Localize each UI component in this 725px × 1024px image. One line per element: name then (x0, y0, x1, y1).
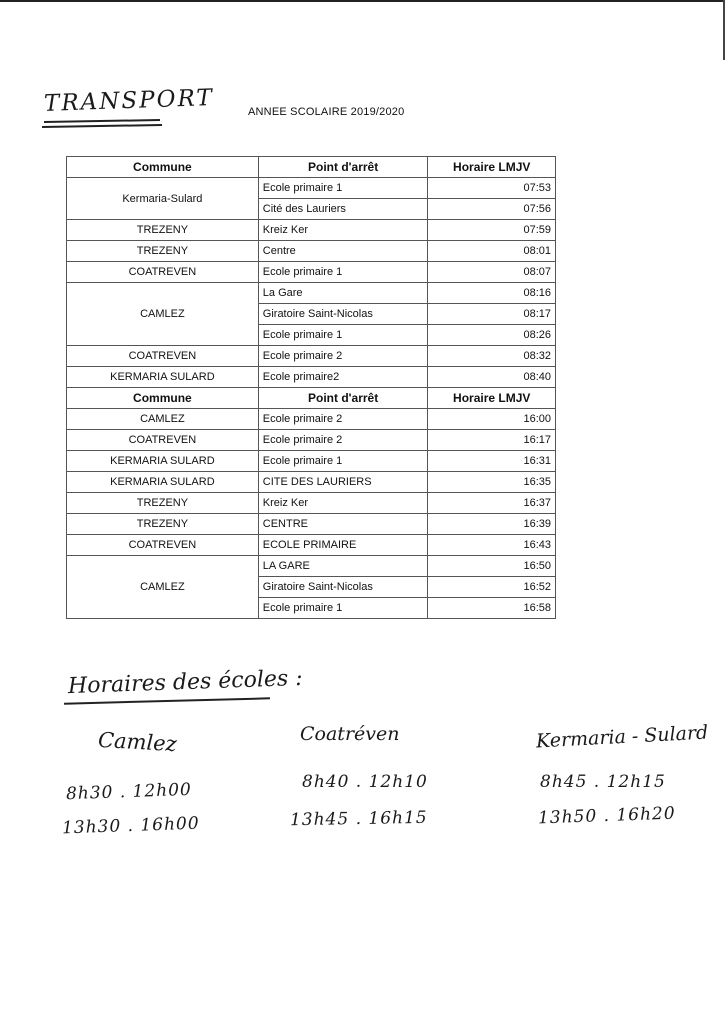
school-name-kermaria: Kermaria - Sulard (535, 721, 709, 753)
commune-cell: TREZENY (67, 514, 259, 535)
table-row (67, 451, 556, 472)
table-row (67, 514, 556, 535)
commune-cell: TREZENY (67, 241, 259, 262)
time-cell: 08:01 (428, 241, 556, 262)
table-row (67, 283, 556, 304)
time-cell: 16:50 (428, 556, 556, 577)
stop-cell: Giratoire Saint-Nicolas (258, 304, 428, 325)
time-cell: 16:52 (428, 577, 556, 598)
time-cell: 07:56 (428, 199, 556, 220)
bus-schedule-table (66, 156, 556, 619)
time-cell: 16:43 (428, 535, 556, 556)
stop-cell: Kreiz Ker (258, 220, 428, 241)
stop-cell: Ecole primaire2 (258, 367, 428, 388)
table-row (67, 409, 556, 430)
stop-cell: Ecole primaire 1 (258, 178, 428, 199)
school-name-camlez: Camlez (97, 727, 178, 757)
table-row (67, 241, 556, 262)
stop-cell: Cité des Lauriers (258, 199, 428, 220)
table-header-row (67, 157, 556, 178)
stop-cell: Ecole primaire 2 (258, 409, 428, 430)
time-cell: 07:53 (428, 178, 556, 199)
commune-cell: COATREVEN (67, 535, 259, 556)
commune-cell: COATREVEN (67, 430, 259, 451)
kermaria-afternoon-hours: 13h50 . 16h20 (537, 803, 676, 829)
commune-cell: TREZENY (67, 220, 259, 241)
time-cell: 16:35 (428, 472, 556, 493)
time-cell: 16:00 (428, 409, 556, 430)
camlez-morning-hours: 8h30 . 12h00 (65, 779, 193, 805)
stop-cell: Ecole primaire 1 (258, 598, 428, 619)
time-cell: 16:39 (428, 514, 556, 535)
stop-cell: Kreiz Ker (258, 493, 428, 514)
school-hours-underline (64, 697, 270, 704)
commune-cell: CAMLEZ (67, 283, 259, 346)
stop-cell: Centre (258, 241, 428, 262)
time-cell: 16:31 (428, 451, 556, 472)
scan-edge-top (0, 0, 725, 2)
header-commune: Commune (67, 157, 259, 178)
table-row (67, 493, 556, 514)
time-cell: 07:59 (428, 220, 556, 241)
school-hours-title: Horaires des écoles : (67, 665, 304, 700)
time-cell: 16:17 (428, 430, 556, 451)
time-cell: 16:58 (428, 598, 556, 619)
commune-cell: TREZENY (67, 493, 259, 514)
time-cell: 08:17 (428, 304, 556, 325)
table-row (67, 472, 556, 493)
coatreven-afternoon-hours: 13h45 . 16h15 (289, 807, 428, 831)
commune-cell: COATREVEN (67, 346, 259, 367)
commune-cell: CAMLEZ (67, 556, 259, 619)
time-cell: 08:07 (428, 262, 556, 283)
header-time: Horaire LMJV (428, 157, 556, 178)
commune-cell: KERMARIA SULARD (67, 472, 259, 493)
commune-cell: KERMARIA SULARD (67, 367, 259, 388)
table-row (67, 262, 556, 283)
title-underline (42, 124, 162, 128)
commune-cell: CAMLEZ (67, 409, 259, 430)
title-underline (44, 119, 160, 123)
table-row (67, 430, 556, 451)
table-row (67, 367, 556, 388)
time-cell: 08:40 (428, 367, 556, 388)
stop-cell: CITE DES LAURIERS (258, 472, 428, 493)
table-row (67, 178, 556, 199)
header-stop: Point d'arrêt (258, 388, 428, 409)
stop-cell: Ecole primaire 2 (258, 430, 428, 451)
commune-cell: KERMARIA SULARD (67, 451, 259, 472)
commune-cell: COATREVEN (67, 262, 259, 283)
header-stop: Point d'arrêt (258, 157, 428, 178)
table-row (67, 535, 556, 556)
transport-title: TRANSPORT (43, 85, 215, 117)
table-row (67, 556, 556, 577)
stop-cell: Giratoire Saint-Nicolas (258, 577, 428, 598)
stop-cell: ECOLE PRIMAIRE (258, 535, 428, 556)
time-cell: 08:32 (428, 346, 556, 367)
stop-cell: Ecole primaire 2 (258, 346, 428, 367)
header-commune: Commune (67, 388, 259, 409)
table-row (67, 346, 556, 367)
school-name-coatreven: Coatréven (300, 723, 400, 745)
stop-cell: Ecole primaire 1 (258, 451, 428, 472)
time-cell: 08:16 (428, 283, 556, 304)
stop-cell: La Gare (258, 283, 428, 304)
time-cell: 16:37 (428, 493, 556, 514)
stop-cell: Ecole primaire 1 (258, 325, 428, 346)
table-row (67, 220, 556, 241)
stop-cell: CENTRE (258, 514, 428, 535)
header-time: Horaire LMJV (428, 388, 556, 409)
commune-cell: Kermaria-Sulard (67, 178, 259, 220)
coatreven-morning-hours: 8h40 . 12h10 (302, 772, 428, 792)
time-cell: 08:26 (428, 325, 556, 346)
stop-cell: LA GARE (258, 556, 428, 577)
kermaria-morning-hours: 8h45 . 12h15 (540, 772, 666, 792)
stop-cell: Ecole primaire 1 (258, 262, 428, 283)
camlez-afternoon-hours: 13h30 . 16h00 (61, 813, 200, 839)
table-header-row (67, 388, 556, 409)
school-year: ANNEE SCOLAIRE 2019/2020 (248, 106, 405, 118)
